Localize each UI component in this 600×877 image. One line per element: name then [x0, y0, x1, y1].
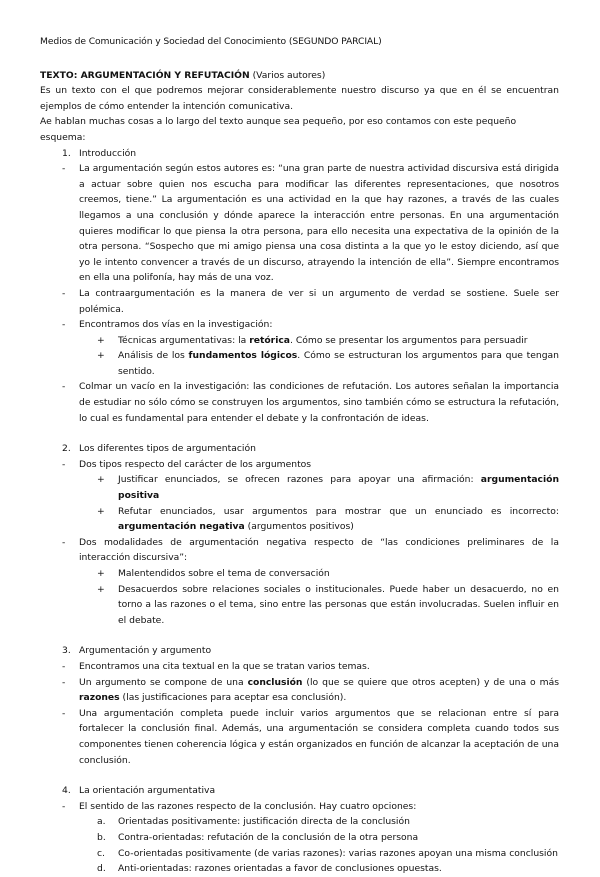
plus-item: + Análisis de los fundamentos lógicos. Cómo se estructuran los argumentos para que tengan sentido. [97, 350, 559, 377]
dash-item: - Una argumentación completa puede incluir varios argumentos que se relacionan entre sí para fortalecer la conclusión final. Además, una argumentación se considera completa cuando todos sus componentes tienen coherencia lógica y están organizados en función de alcanzar la aceptación de una conclusión. [62, 707, 559, 766]
section-heading: 3. Argumentación y argumento [62, 645, 212, 657]
dash-item: - La contraargumentación es la manera de ver si un argumento de verdad se sostiene. Suele ser polémica. [62, 287, 559, 315]
dash-item: - Dos tipos respecto del carácter de los argumentos [62, 458, 312, 470]
lettered-item: c. Co-orientadas positivamente (de varias razones): varias razones apoyan una misma conclusión [97, 847, 558, 859]
dash-item: - Colmar un vacío en la investigación: las condiciones de refutación. Los autores señalan la importancia de estudiar no sólo cómo se construyen los argumentos, sino también cómo se estructura la refutación, lo cual es fundamental para entender el debate y la confrontación de ideas. [62, 381, 559, 424]
text-title: TEXTO: ARGUMENTACIÓN Y REFUTACIÓN (Varios autores) [40, 69, 326, 81]
document-header: Medios de Comunicación y Sociedad del Conocimiento (SEGUNDO PARCIAL) [40, 36, 382, 47]
lettered-item: d. Anti-orientadas: razones orientadas a favor de conclusiones opuestas. [97, 863, 442, 875]
plus-item: + Refutar enunciados, usar argumentos para mostrar que un enunciado es incorrecto: argumentación negativa (argumentos positivos) [97, 505, 559, 533]
section-heading: 4. La orientación argumentativa [62, 785, 216, 797]
dash-item: - Un argumento se compone de una conclusión (lo que se quiere que otros acepten) y de una o más razones (las justificaciones para aceptar esa conclusión). [62, 676, 559, 704]
dash-item: - Dos modalidades de argumentación negativa respecto de “las condiciones preliminares de la interacción discursiva”: [62, 536, 559, 564]
document-page [40, 34, 559, 877]
plus-item: + Desacuerdos sobre relaciones sociales o institucionales. Puede haber un desacuerdo, no en torno a las razones o el tema, sino entre las personas que están involucradas. Suelen influir en el debate. [97, 583, 559, 626]
plus-item: + Justificar enunciados, se ofrecen razones para apoyar una afirmación: argumentación positiva [97, 474, 559, 502]
dash-item: - La argumentación según estos autores es: “una gran parte de nuestra actividad discursiva está dirigida a actuar sobre quien nos escucha para modificar las diferentes representaciones, que nosotros creemos, tiene.” La argumentación es una actividad en la que hay razones, a través de las cuales llegamos a una conclusión y dónde aparece la interacción entre personas. En una argumentación quieres modificar lo que piensa la otra persona, para ello necesita una expectativa de la opinión de la otra persona. “Sospecho que mi amigo piensa una cosa distinta a la que yo le estoy diciendo, así que yo le intento convencer a través de un discurso, atrayendo la intención de ella”. Siempre encontramos en ella una polifonía, hay más de una voz. [62, 163, 559, 284]
plus-item: + Técnicas argumentativas: la retórica. Cómo se presentar los argumentos para persuadir [97, 334, 528, 346]
intro-paragraph: Ae hablan muchas cosas a lo largo del texto aunque sea pequeño, por eso contamos con este pequeño esquema: [40, 116, 517, 143]
dash-item: - Encontramos una cita textual en la que se tratan varios temas. [62, 660, 370, 672]
lettered-item: b. Contra-orientadas: refutación de la conclusión de la otra persona [97, 831, 419, 843]
intro-paragraph: Es un texto con el que podremos mejorar considerablemente nuestro discurso ya que en él se encuentran ejemplos de cómo entender la intención comunicativa. [40, 85, 559, 112]
dash-item: - Encontramos dos vías en la investigación: [62, 319, 273, 331]
lettered-item: a. Orientadas positivamente: justificación directa de la conclusión [97, 816, 410, 828]
plus-item: + Malentendidos sobre el tema de conversación [97, 568, 330, 579]
section-heading: 1. Introducción [62, 147, 137, 159]
section-heading: 2. Los diferentes tipos de argumentación [62, 443, 256, 455]
dash-item: - El sentido de las razones respecto de la conclusión. Hay cuatro opciones: [62, 800, 417, 812]
